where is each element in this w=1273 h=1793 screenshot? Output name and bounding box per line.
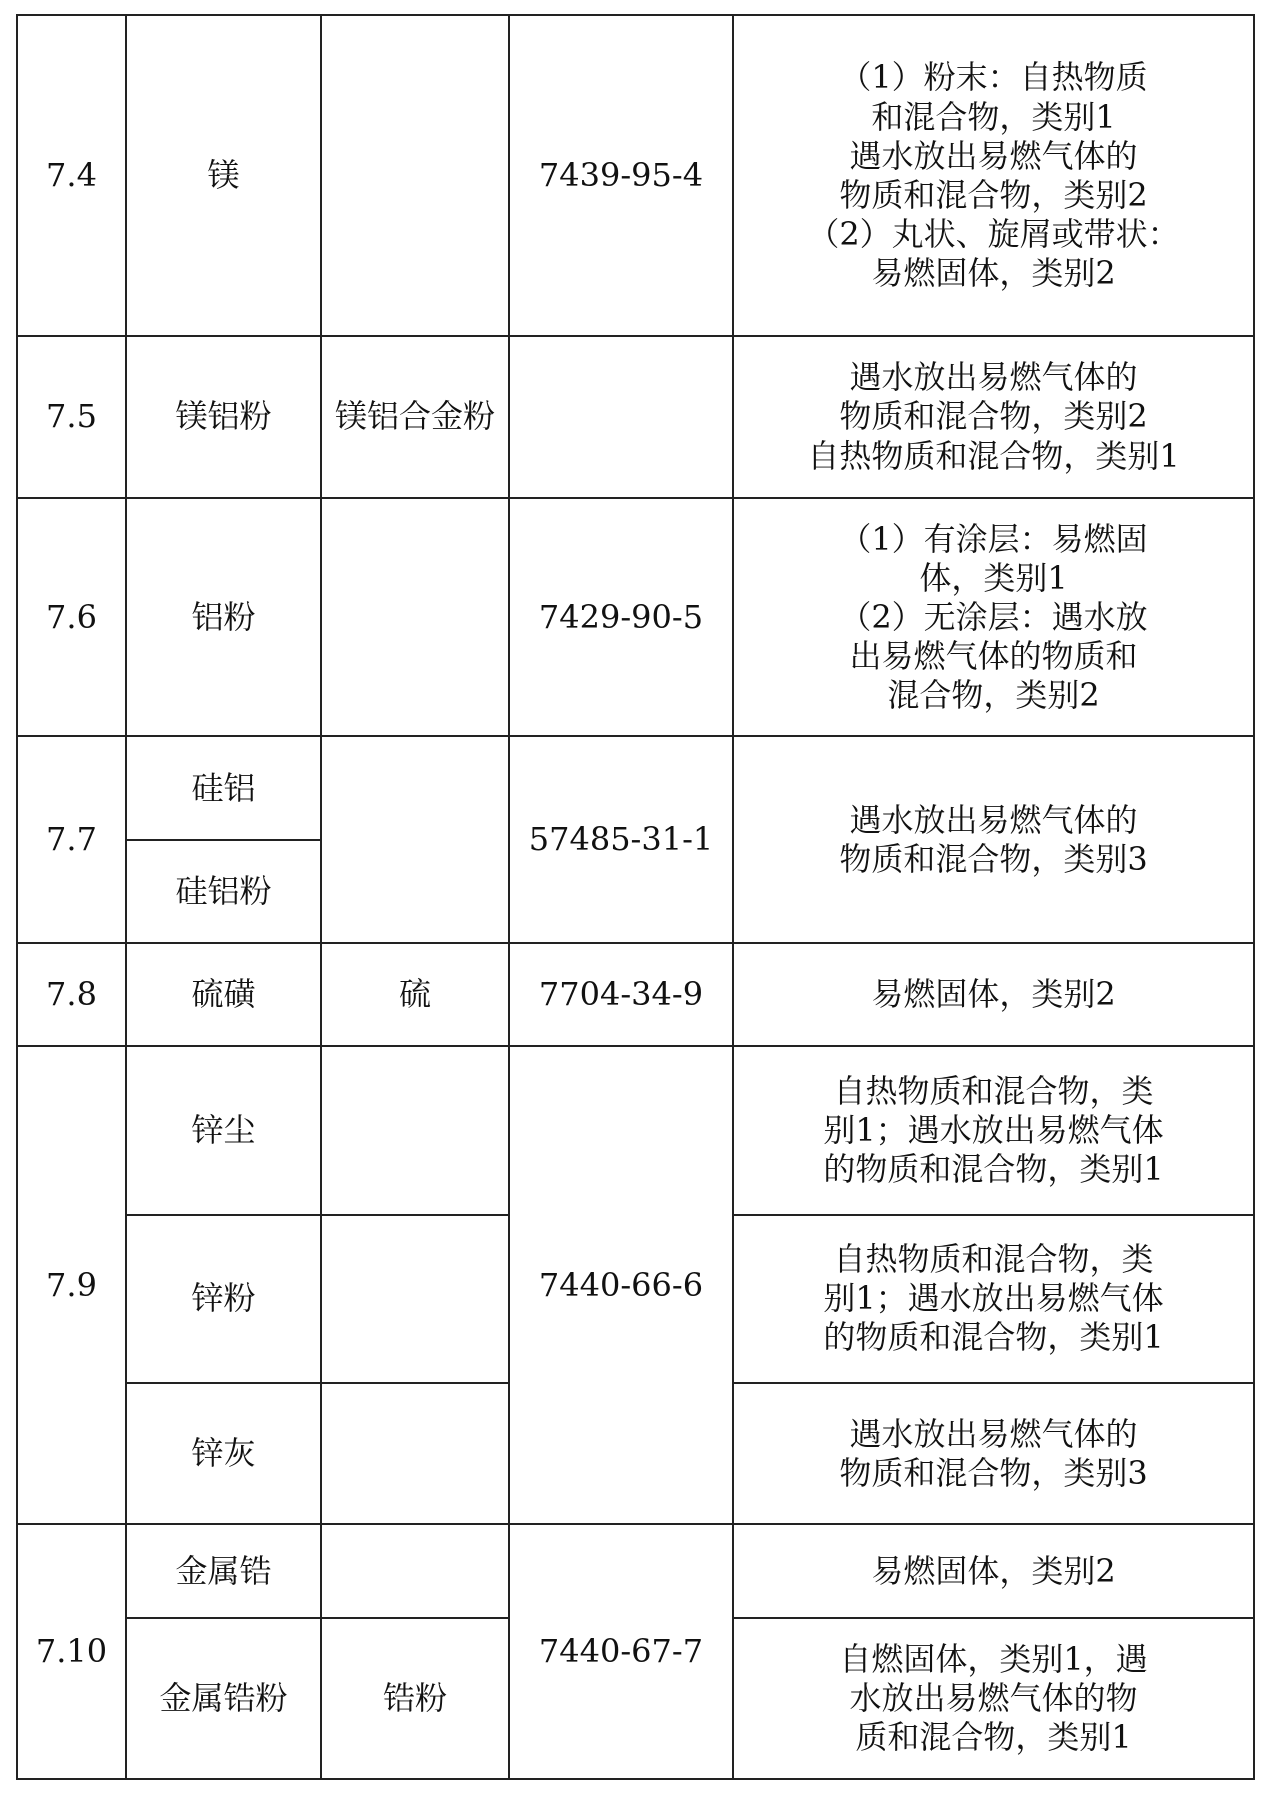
table-row xyxy=(17,498,1254,737)
item-number: 7.4 xyxy=(17,15,126,336)
table-row xyxy=(17,15,1254,336)
hazard-line: 体，类别1 xyxy=(919,558,1068,597)
hazard-line: 的物质和混合物，类别1 xyxy=(823,1318,1164,1357)
item-number: 7.7 xyxy=(17,736,126,942)
hazard-line: 遇水放出易燃气体的 xyxy=(849,358,1138,397)
hazard-line: 自热物质和混合物，类别1 xyxy=(807,436,1180,475)
chemical-alias xyxy=(321,498,509,737)
hazard-category xyxy=(733,1383,1254,1524)
item-number: 7.5 xyxy=(17,336,126,498)
hazard-category xyxy=(733,736,1254,942)
hazard-line: 物质和混合物，类别3 xyxy=(839,839,1148,878)
chemical-alias xyxy=(321,1383,509,1524)
hazard-line: 出易燃气体的物质和 xyxy=(849,636,1138,675)
chemical-alias xyxy=(321,736,509,942)
cas-number: 7440-67-7 xyxy=(509,1524,733,1779)
hazard-line: 物质和混合物，类别3 xyxy=(839,1453,1148,1492)
hazard-category xyxy=(733,1046,1254,1215)
hazard-category xyxy=(733,1215,1254,1384)
hazardous-chemicals-table xyxy=(16,14,1255,1780)
hazard-line: 混合物，类别2 xyxy=(887,675,1100,714)
item-number: 7.6 xyxy=(17,498,126,737)
hazard-category xyxy=(733,498,1254,737)
hazard-category xyxy=(733,336,1254,498)
hazard-category xyxy=(733,943,1254,1046)
hazard-category xyxy=(733,15,1254,336)
cas-number: 7439-95-4 xyxy=(509,15,733,336)
chemical-name: 锌灰 xyxy=(126,1383,321,1524)
table-row xyxy=(17,1524,1254,1618)
hazard-line: 别1；遇水放出易燃气体 xyxy=(823,1279,1164,1318)
chemical-alias xyxy=(321,15,509,336)
hazard-line: 遇水放出易燃气体的 xyxy=(849,1414,1138,1453)
hazard-line: 遇水放出易燃气体的 xyxy=(849,800,1138,839)
chemical-name: 金属锆 xyxy=(126,1524,321,1618)
cas-number: 57485-31-1 xyxy=(509,736,733,942)
hazard-line: 水放出易燃气体的物 xyxy=(849,1679,1138,1718)
chemical-name: 镁 xyxy=(126,15,321,336)
chemical-name: 硅铝粉 xyxy=(126,840,321,943)
table-row xyxy=(17,736,1254,839)
chemical-alias: 锆粉 xyxy=(321,1618,509,1779)
hazard-category xyxy=(733,1524,1254,1618)
table-row xyxy=(17,336,1254,498)
chemical-name: 铝粉 xyxy=(126,498,321,737)
hazard-line: 自热物质和混合物，类 xyxy=(833,1071,1154,1110)
chemical-alias xyxy=(321,1215,509,1384)
chemical-alias: 镁铝合金粉 xyxy=(321,336,509,498)
hazard-line: 自热物质和混合物，类 xyxy=(833,1240,1154,1279)
cas-number: 7429-90-5 xyxy=(509,498,733,737)
item-number: 7.9 xyxy=(17,1046,126,1524)
hazard-line: 自燃固体，类别1，遇 xyxy=(839,1640,1148,1679)
item-number: 7.10 xyxy=(17,1524,126,1779)
hazard-line: 物质和混合物，类别2 xyxy=(839,397,1148,436)
hazard-line: 易燃固体，类别2 xyxy=(871,1551,1116,1590)
hazard-line: 和混合物，类别1 xyxy=(871,97,1116,136)
item-number: 7.8 xyxy=(17,943,126,1046)
chemical-name: 锌粉 xyxy=(126,1215,321,1384)
table-row xyxy=(17,943,1254,1046)
chemical-name: 锌尘 xyxy=(126,1046,321,1215)
cas-number: 7704-34-9 xyxy=(509,943,733,1046)
cas-number xyxy=(509,336,733,498)
hazard-line: 遇水放出易燃气体的 xyxy=(849,136,1138,175)
hazard-line: （1）有涂层：易燃固 xyxy=(839,519,1148,558)
hazard-line: （1）粉末：自热物质 xyxy=(839,58,1148,97)
chemical-name: 硅铝 xyxy=(126,736,321,839)
hazard-line: （2）无涂层：遇水放 xyxy=(839,597,1148,636)
hazard-line: 易燃固体，类别2 xyxy=(871,974,1116,1013)
chemical-name: 镁铝粉 xyxy=(126,336,321,498)
chemical-alias: 硫 xyxy=(321,943,509,1046)
chemical-name: 硫磺 xyxy=(126,943,321,1046)
hazard-line: 的物质和混合物，类别1 xyxy=(823,1149,1164,1188)
hazard-line: 易燃固体，类别2 xyxy=(871,253,1116,292)
chemical-alias xyxy=(321,1046,509,1215)
cas-number: 7440-66-6 xyxy=(509,1046,733,1524)
chemical-name: 金属锆粉 xyxy=(126,1618,321,1779)
hazard-category xyxy=(733,1618,1254,1779)
table-row xyxy=(17,1046,1254,1215)
hazard-line: 质和混合物，类别1 xyxy=(855,1718,1132,1757)
hazard-line: 别1；遇水放出易燃气体 xyxy=(823,1110,1164,1149)
chemical-alias xyxy=(321,1524,509,1618)
hazard-line: 物质和混合物，类别2 xyxy=(839,175,1148,214)
hazard-line: （2）丸状、旋屑或带状： xyxy=(807,214,1180,253)
